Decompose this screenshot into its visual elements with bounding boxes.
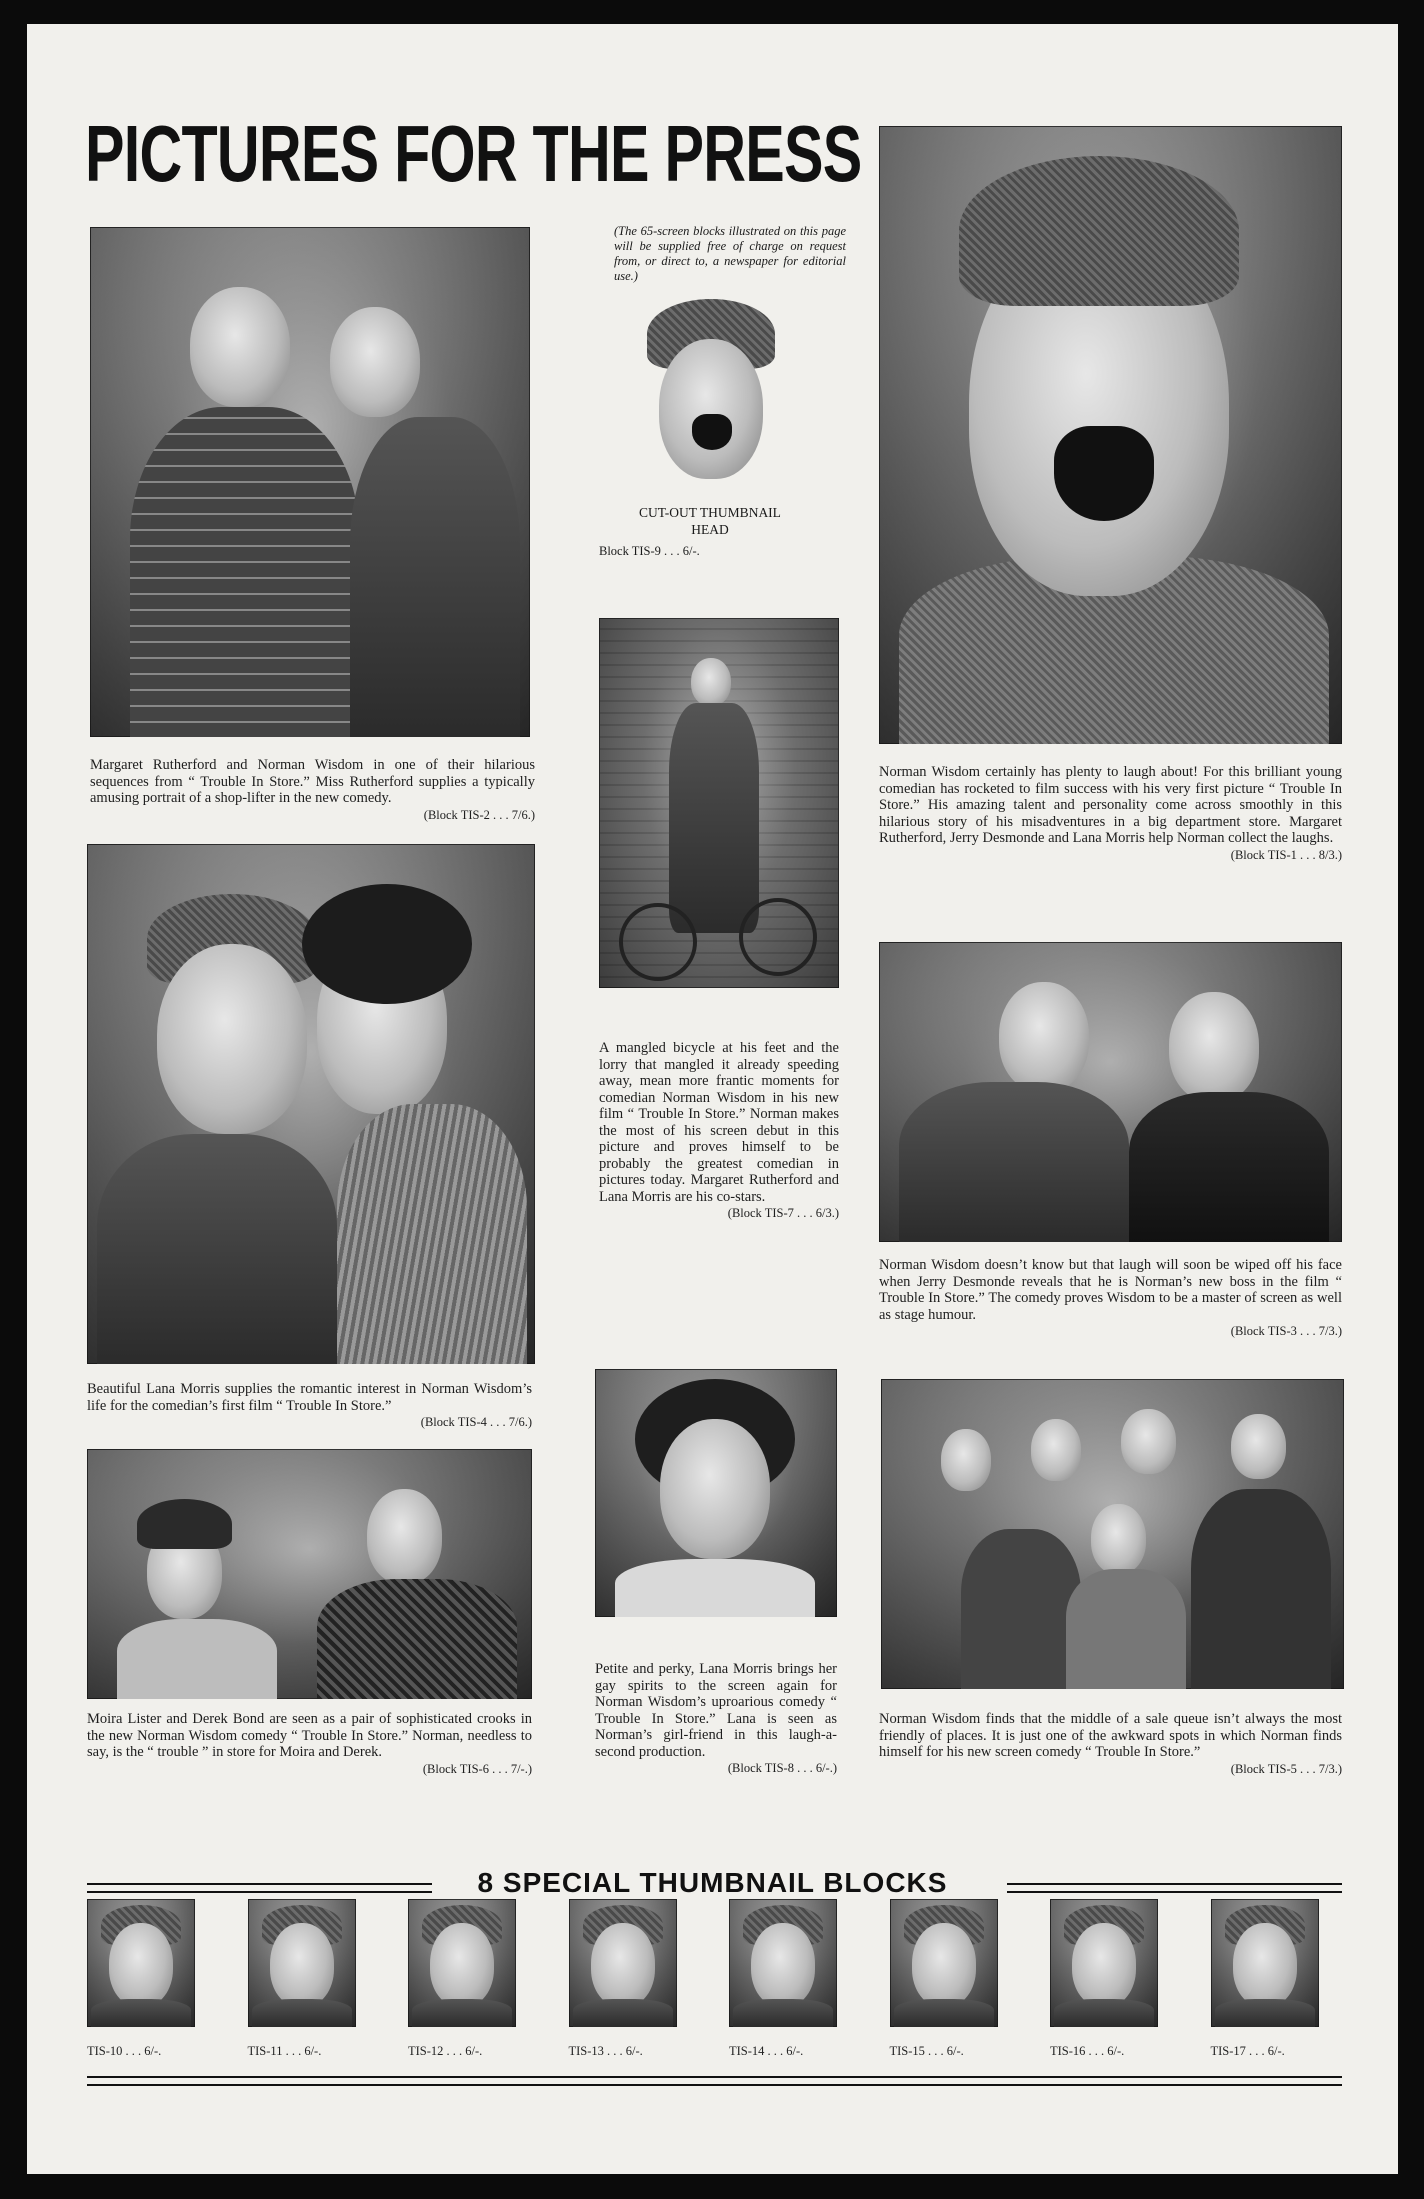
photo-lana-morris-romance [87,844,535,1364]
thumbnail-image [890,1899,998,2027]
caption-tis-5: Norman Wisdom finds that the middle of a sale queue isn’t always the most friendly of places. It is just one of the awkward spots in which Norman finds himself for his new screen comedy “ Trouble In Store.” (Block TIS-5 . . . 7/3.) [879,1711,1342,1776]
photo-lana-morris-portrait [595,1369,837,1617]
thumbnail-block-ref: TIS-11 . . . 6/-. [247,2044,322,2058]
thumbnail-image [1050,1899,1158,2027]
cutout-block-ref: Block TIS-9 . . . 6/-. [599,544,700,558]
bottom-rule [87,2076,1342,2086]
page-title: PICTURES FOR THE PRESS [85,109,862,198]
thumbnail-image [1211,1899,1319,2027]
thumbnail-image [87,1899,195,2027]
cutout-head-image [637,294,787,494]
supply-note: (The 65-screen blocks illustrated on this page will be supplied free of charge on request from, or direct to, a newspaper for editorial use.) [614,224,846,283]
thumbnail-section-heading: 8 SPECIAL THUMBNAIL BLOCKS [477,1867,948,1898]
caption-tis-3: Norman Wisdom doesn’t know but that laugh will soon be wiped off his face when Jerry Desmonde reveals that he is Norman’s new boss in the film “ Trouble In Store.” The comedy proves Wisdom to be a master of screen as well as stage humour. (Block TIS-3 . . . 7/3.) [879,1257,1342,1338]
thumbnail-block-ref: TIS-16 . . . 6/-. [1050,2044,1125,2058]
caption-tis-6: Moira Lister and Derek Bond are seen as a pair of sophisticated crooks in the new Norman Wisdom comedy “ Trouble In Store.” Norman, needless to say, is the “ trouble ” in store for Moira and Derek. (Block TIS-6 . . . 7/-.) [87,1711,532,1776]
thumbnail-image [248,1899,356,2027]
photo-lister-bond [87,1449,532,1699]
section-rule-right [1007,1883,1342,1893]
thumbnail-block-ref: TIS-13 . . . 6/-. [568,2044,643,2058]
caption-tis-2: Margaret Rutherford and Norman Wisdom in one of their hilarious sequences from “ Trouble In Store.” Miss Rutherford supplies a typically amusing portrait of a shop-lifter in the new comedy. (Block TIS-2 . . . 7/6.) [90,757,535,822]
photo-rutherford-wisdom [90,227,530,737]
photo-sale-queue [881,1379,1344,1689]
thumbnail-block-ref: TIS-17 . . . 6/-. [1210,2044,1285,2058]
thumbnail-block-ref: TIS-12 . . . 6/-. [408,2044,483,2058]
photo-wisdom-desmonde [879,942,1342,1242]
caption-tis-4: Beautiful Lana Morris supplies the romantic interest in Norman Wisdom’s life for the comedian’s first film “ Trouble In Store.” (Block TIS-4 . . . 7/6.) [87,1381,532,1429]
thumbnail-block-ref: TIS-15 . . . 6/-. [889,2044,964,2058]
thumbnail-block-ref: TIS-10 . . . 6/-. [87,2044,162,2058]
cutout-caption: CUT-OUT THUMBNAIL HEAD [639,505,781,537]
photo-bicycle-scene [599,618,839,988]
caption-tis-1: Norman Wisdom certainly has plenty to laugh about! For this brilliant young comedian has rocketed to film success with his very first picture “ Trouble In Store.” His amazing talent and personality come across smoothly in this hilarious story of his misadventures in a big department store. Margaret Rutherford, Jerry Desmonde and Lana Morris help Norman collect the laughs. (Block TIS-1 . . . 8/3.) [879,764,1342,862]
caption-tis-8: Petite and perky, Lana Morris brings her gay spirits to the screen again for Norman Wisdom’s uproarious comedy “ Trouble In Store.” Lana is seen as Norman’s girl-friend in this laugh-a-second production. (Block TIS-8 . . . 6/-.) [595,1661,837,1775]
thumbnail-image [569,1899,677,2027]
caption-tis-7: A mangled bicycle at his feet and the lorry that mangled it already speeding away, mean more frantic moments for comedian Norman Wisdom in his new film “ Trouble In Store.” Norman makes the most of his screen debut in this picture and proves himself to be probably the greatest comedian in pictures today. Margaret Rutherford and Lana Morris are his co-stars. (Block TIS-7 . . . 6/3.) [599,1040,839,1220]
thumbnail-image [408,1899,516,2027]
pressbook-page [27,24,1398,2174]
thumbnail-image [729,1899,837,2027]
thumbnail-block-ref: TIS-14 . . . 6/-. [729,2044,804,2058]
photo-wisdom-laughing [879,126,1342,744]
